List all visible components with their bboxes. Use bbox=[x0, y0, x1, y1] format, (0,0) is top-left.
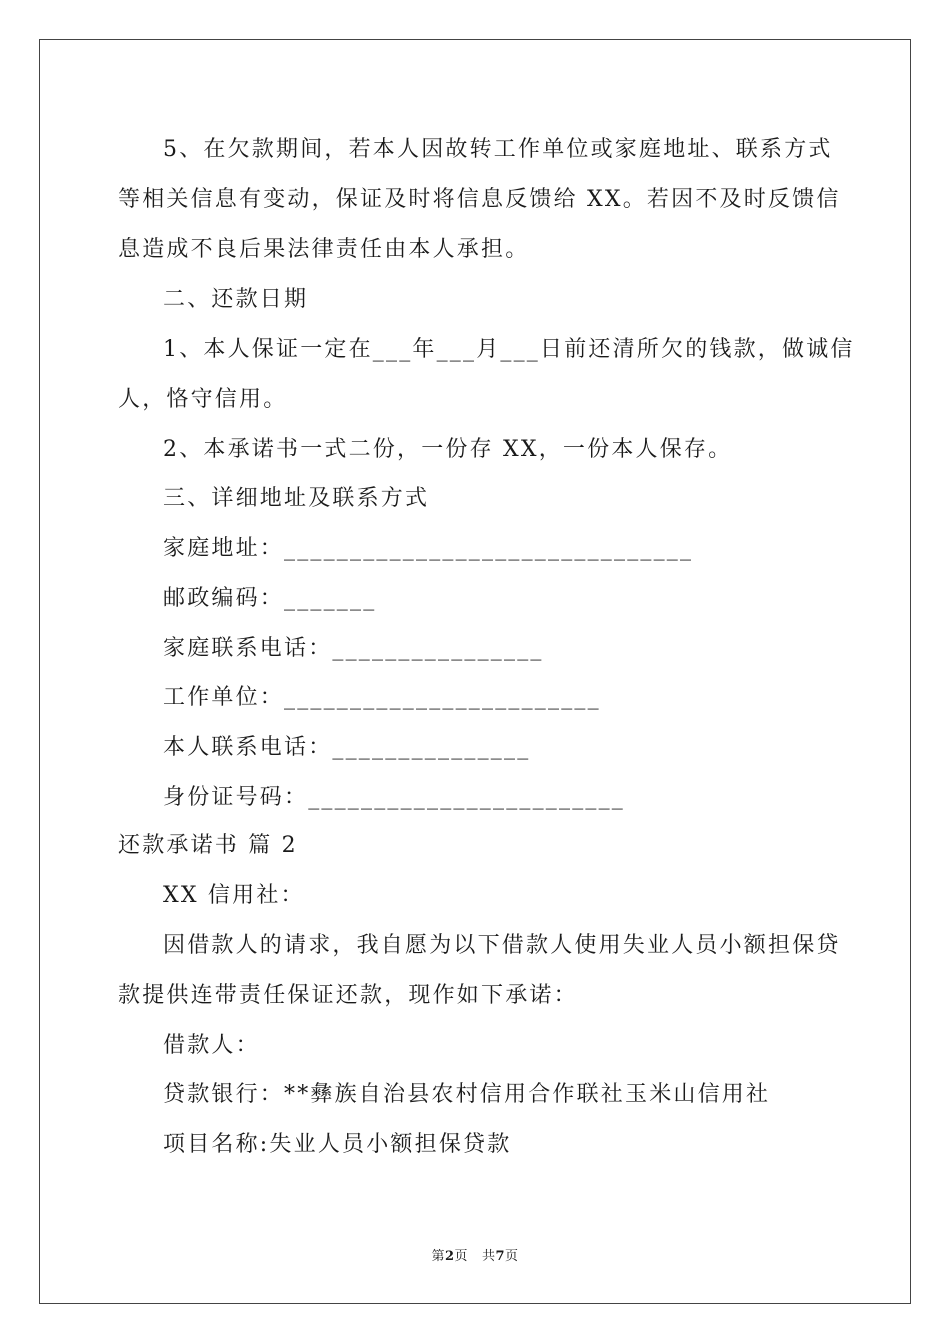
footer-page-prefix: 第 bbox=[431, 1249, 445, 1264]
form-field-id-number: 身份证号码：________________________ bbox=[163, 785, 626, 810]
form-field-postal-code: 邮政编码：_______ bbox=[163, 586, 377, 611]
paragraph-line: 因借款人的请求，我自愿为以下借款人使用失业人员小额担保贷 bbox=[163, 933, 841, 958]
footer-total-suffix: 页 bbox=[505, 1249, 519, 1264]
paragraph-line: 息造成不良后果法律责任由本人承担。 bbox=[118, 237, 530, 262]
paragraph-line: 等相关信息有变动，保证及时将信息反馈给 XX。若因不及时反馈信 bbox=[118, 187, 841, 212]
paragraph-line: 项目名称:失业人员小额担保贷款 bbox=[163, 1132, 512, 1157]
paragraph-line: 贷款银行：**彝族自治县农村信用合作联社玉米山信用社 bbox=[163, 1082, 771, 1107]
footer-total-pages: 7 bbox=[495, 1249, 506, 1264]
footer-page-suffix: 页 bbox=[454, 1249, 469, 1264]
footer-total-prefix: 共 bbox=[481, 1249, 496, 1264]
paragraph-line: 1、本人保证一定在___年___月___日前还清所欠的钱款，做诚信 bbox=[163, 337, 855, 362]
paragraph-line: 款提供连带责任保证还款，现作如下承诺： bbox=[118, 983, 578, 1008]
paragraph-line: 人，恪守信用。 bbox=[118, 387, 288, 412]
footer-page-number: 2 bbox=[444, 1249, 455, 1264]
paragraph-line: 借款人： bbox=[163, 1033, 260, 1058]
section-heading: 二、还款日期 bbox=[163, 287, 309, 312]
salutation: XX 信用社： bbox=[163, 883, 305, 908]
page-footer bbox=[0, 1248, 950, 1266]
form-field-home-address: 家庭地址：_______________________________ bbox=[163, 536, 694, 561]
form-field-work-unit: 工作单位：________________________ bbox=[163, 685, 601, 710]
paragraph-line: 2、本承诺书一式二份，一份存 XX，一份本人保存。 bbox=[163, 437, 733, 462]
form-field-personal-phone: 本人联系电话：_______________ bbox=[163, 735, 531, 760]
page-border bbox=[39, 39, 911, 1304]
paragraph-line: 5、在欠款期间，若本人因故转工作单位或家庭地址、联系方式 bbox=[163, 137, 833, 162]
section-heading: 三、详细地址及联系方式 bbox=[163, 486, 430, 511]
document-title: 还款承诺书 篇 2 bbox=[118, 833, 298, 858]
form-field-home-phone: 家庭联系电话：________________ bbox=[163, 636, 544, 661]
